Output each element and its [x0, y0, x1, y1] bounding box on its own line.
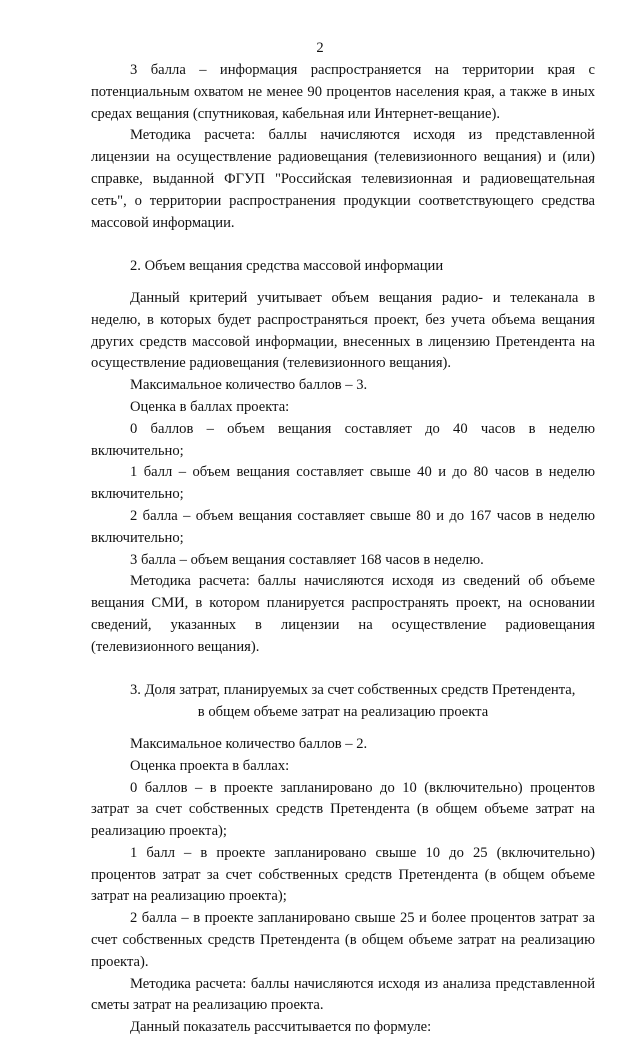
paragraph: 1 балл – объем вещания составляет свыше 40 и до 80 часов в неделю включительно;: [91, 464, 595, 503]
paragraph: Методика расчета: баллы начисляются исходя из представленной лицензии на осуществление радиовещания (телевизионного вещания) и (или) справке, выданной ФГУП "Российская телевизионная и радиовещательная сеть", о территории распространения продукции соответствующего средства массовой информации.: [91, 127, 595, 231]
paragraph: 3 балла – объем вещания составляет 168 часов в неделю.: [130, 551, 484, 568]
section-heading-3-line2: в общем объеме затрат на реализацию проекта: [197, 704, 489, 721]
paragraph: Данный показатель рассчитывается по формуле:: [130, 1019, 432, 1036]
paragraph: 1 балл – в проекте запланировано свыше 10 до 25 (включительно) процентов затрат за счет собственных средств Претендента (в общем объеме затрат на реализацию проекта);: [91, 844, 595, 905]
paragraph: 2 балла – объем вещания составляет свыше 80 и до 167 часов в неделю включительно;: [91, 507, 595, 546]
paragraph: 3 балла – информация распространяется на территории края с потенциальным охватом не менее 90 процентов населения края, а также в иных средах вещания (спутниковая, кабельная или Интернет-вещание).: [91, 62, 595, 122]
paragraph: Оценка в баллах проекта:: [130, 398, 290, 415]
spacer: [91, 234, 595, 256]
paragraph: Методика расчета: баллы начисляются исходя из сведений об объеме вещания СМИ, в котором планируется распространять проект, на основании сведений, указанных в лицензии на осуществление радиовещания (телевизионного вещания).: [91, 573, 595, 655]
paragraph: Максимальное количество баллов – 2.: [130, 735, 368, 752]
paragraph: 2 балла – в проекте запланировано свыше 25 и более процентов затрат за счет собственных средств Претендента (в общем объеме затрат на реализацию проекта).: [91, 910, 595, 970]
spacer: [91, 724, 595, 734]
section-heading-3-line1: 3. Доля затрат, планируемых за счет собственных средств Претендента,: [130, 682, 576, 699]
document-body: [91, 60, 595, 1039]
spacer: [91, 659, 595, 681]
spacer: [91, 278, 595, 288]
paragraph: Данный критерий учитывает объем вещания радио- и телеканала в неделю, в которых будет распространяться проект, без учета объема вещания других средств массовой информации, внесенных в лицензию Претендента на осуществление радиовещания (телевизионного вещания).: [91, 289, 595, 372]
paragraph: 0 баллов – объем вещания составляет до 40 часов в неделю включительно;: [91, 420, 595, 459]
section-heading-2: 2. Объем вещания средства массовой информации: [130, 258, 444, 275]
paragraph: 0 баллов – в проекте запланировано до 10 (включительно) процентов затрат за счет собственных средств Претендента (в общем объеме затрат на реализацию проекта);: [91, 779, 595, 840]
paragraph: Оценка проекта в баллах:: [130, 757, 290, 774]
page-number: 2: [316, 40, 324, 56]
paragraph: Методика расчета: баллы начисляются исходя из анализа представленной сметы затрат на реализацию проекта.: [91, 975, 595, 1014]
paragraph: Максимальное количество баллов – 3.: [130, 377, 368, 394]
